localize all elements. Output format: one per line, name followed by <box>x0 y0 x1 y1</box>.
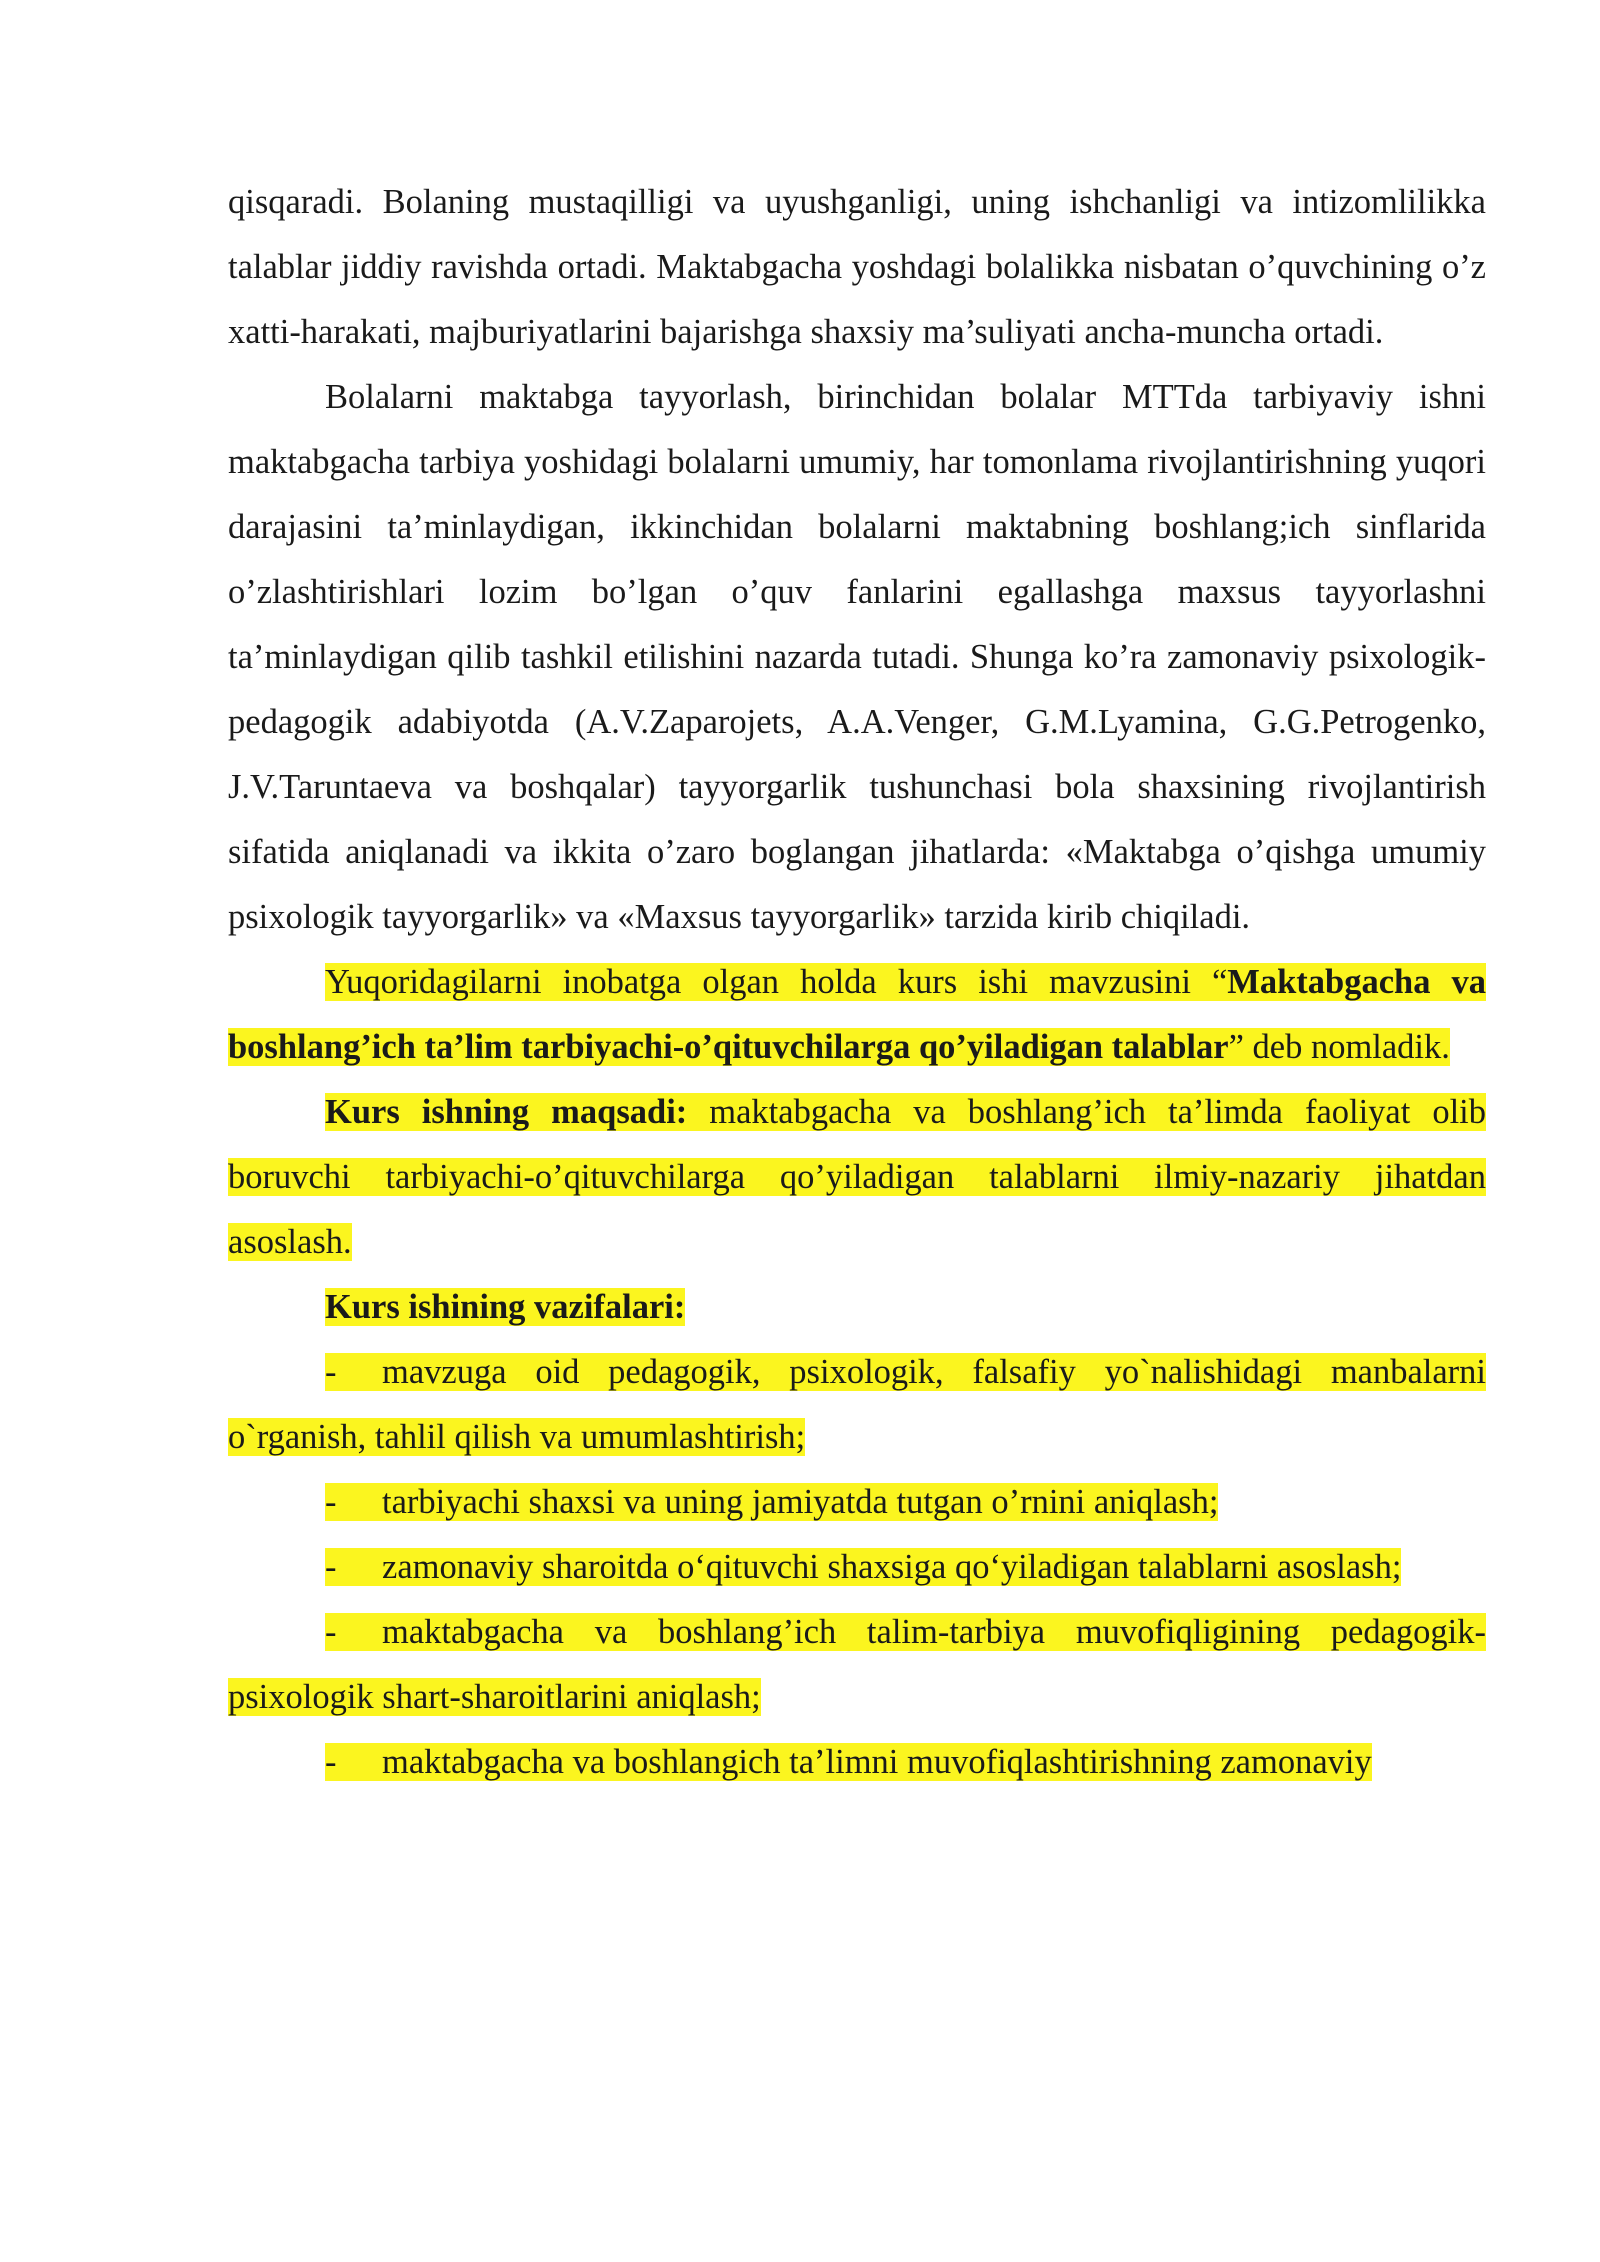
task-item-5-text <box>325 1743 1372 1781</box>
task-item-1 <box>228 1340 1486 1470</box>
task-item-4-text <box>228 1613 1486 1716</box>
paragraph-goal <box>228 1080 1486 1275</box>
task-item-4-label: maktabgacha va boshlang’ich talim-tarbiya muvofiqligining pedagogik-psixologik shart-sharoitlarini aniqlash; <box>228 1613 1486 1716</box>
topic-title: Maktabgacha va boshlang’ich ta’lim tarbiyachi-o’qituvchilarga qo’yiladigan talablar <box>228 963 1486 1066</box>
tasks-heading <box>228 1275 1486 1340</box>
topic-outro: ” deb nomladik. <box>1228 1028 1450 1066</box>
task-item-1-text <box>228 1353 1486 1456</box>
task-item-2-text <box>325 1483 1218 1521</box>
task-item-2-label: tarbiyachi shaxsi va uning jamiyatda tutgan o’rnini aniqlash; <box>382 1483 1219 1521</box>
task-dash: - <box>325 1548 337 1586</box>
task-item-5 <box>228 1730 1486 1795</box>
task-dash: - <box>325 1483 337 1521</box>
goal-description: maktabgacha va boshlang’ich ta’limda faoliyat olib boruvchi tarbiyachi-o’qituvchilarga qo’yiladigan talablarni ilmiy-nazariy jihatdan asoslash. <box>228 1093 1486 1261</box>
task-item-3-text <box>325 1548 1401 1586</box>
task-item-3-label: zamonaviy sharoitda o‘qituvchi shaxsiga qo‘yiladigan talablarni asoslash; <box>382 1548 1402 1586</box>
task-dash: - <box>325 1743 337 1781</box>
document-body <box>228 170 1486 1795</box>
topic-intro: Yuqoridagilarni inobatga olgan holda kurs ishi mavzusini “ <box>325 963 1228 1001</box>
task-item-1-label: mavzuga oid pedagogik, psixologik, falsafiy yo`nalishidagi manbalarni o`rganish, tahlil qilish va umumlashtirish; <box>228 1353 1486 1456</box>
tasks-heading-label: Kurs ishining vazifalari: <box>325 1288 686 1326</box>
paragraph-2: Bolalarni maktabga tayyorlash, birinchidan bolalar MTTda tarbiyaviy ishni maktabgacha tarbiya yoshidagi bolalarni umumiy, har tomonlama rivojlantirishning yuqori darajasini ta’minlaydigan, ikkinchidan bolalarni maktabning boshlang;ich sinflarida o’zlashtirishlari lozim bo’lgan o’quv fanlarini egallashga maxsus tayyorlashni ta’minlaydigan qilib tashkil etilishini nazarda tutadi. Shunga ko’ra zamonaviy psixologik-pedagogik adabiyotda (A.V.Zaparojets, A.A.Venger, G.M.Lyamina, G.G.Petrogenko, J.V.Taruntaeva va boshqalar) tayyorgarlik tushunchasi bola shaxsining rivojlantirish sifatida aniqlanadi va ikkita o’zaro boglangan jihatlarda: «Maktabga o’qishga umumiy psixologik tayyorgarlik» va «Maxsus tayyorgarlik» tarzida kirib chiqiladi. <box>228 378 1486 936</box>
task-dash: - <box>325 1353 337 1391</box>
tasks-heading-text <box>325 1288 685 1326</box>
task-item-4 <box>228 1600 1486 1730</box>
paragraph-1: qisqaradi. Bolaning mustaqilligi va uyushganligi, uning ishchanligi va intizomlilikka talablar jiddiy ravishda ortadi. Maktabgacha yoshdagi bolalikka nisbatan o’quvchining o’z xatti-harakati, majburiyatlarini bajarishga shaxsiy ma’suliyati ancha-muncha ortadi. <box>228 183 1486 351</box>
paragraph-topic <box>228 950 1486 1080</box>
task-item-5-label: maktabgacha va boshlangich ta’limni muvofiqlashtirishning zamonaviy <box>382 1743 1372 1781</box>
task-dash: - <box>325 1613 337 1651</box>
goal-label: Kurs ishning maqsadi: <box>325 1093 688 1131</box>
goal-text <box>228 1093 1486 1261</box>
topic-text <box>228 963 1486 1066</box>
task-item-2 <box>228 1470 1486 1535</box>
task-item-3 <box>228 1535 1486 1600</box>
